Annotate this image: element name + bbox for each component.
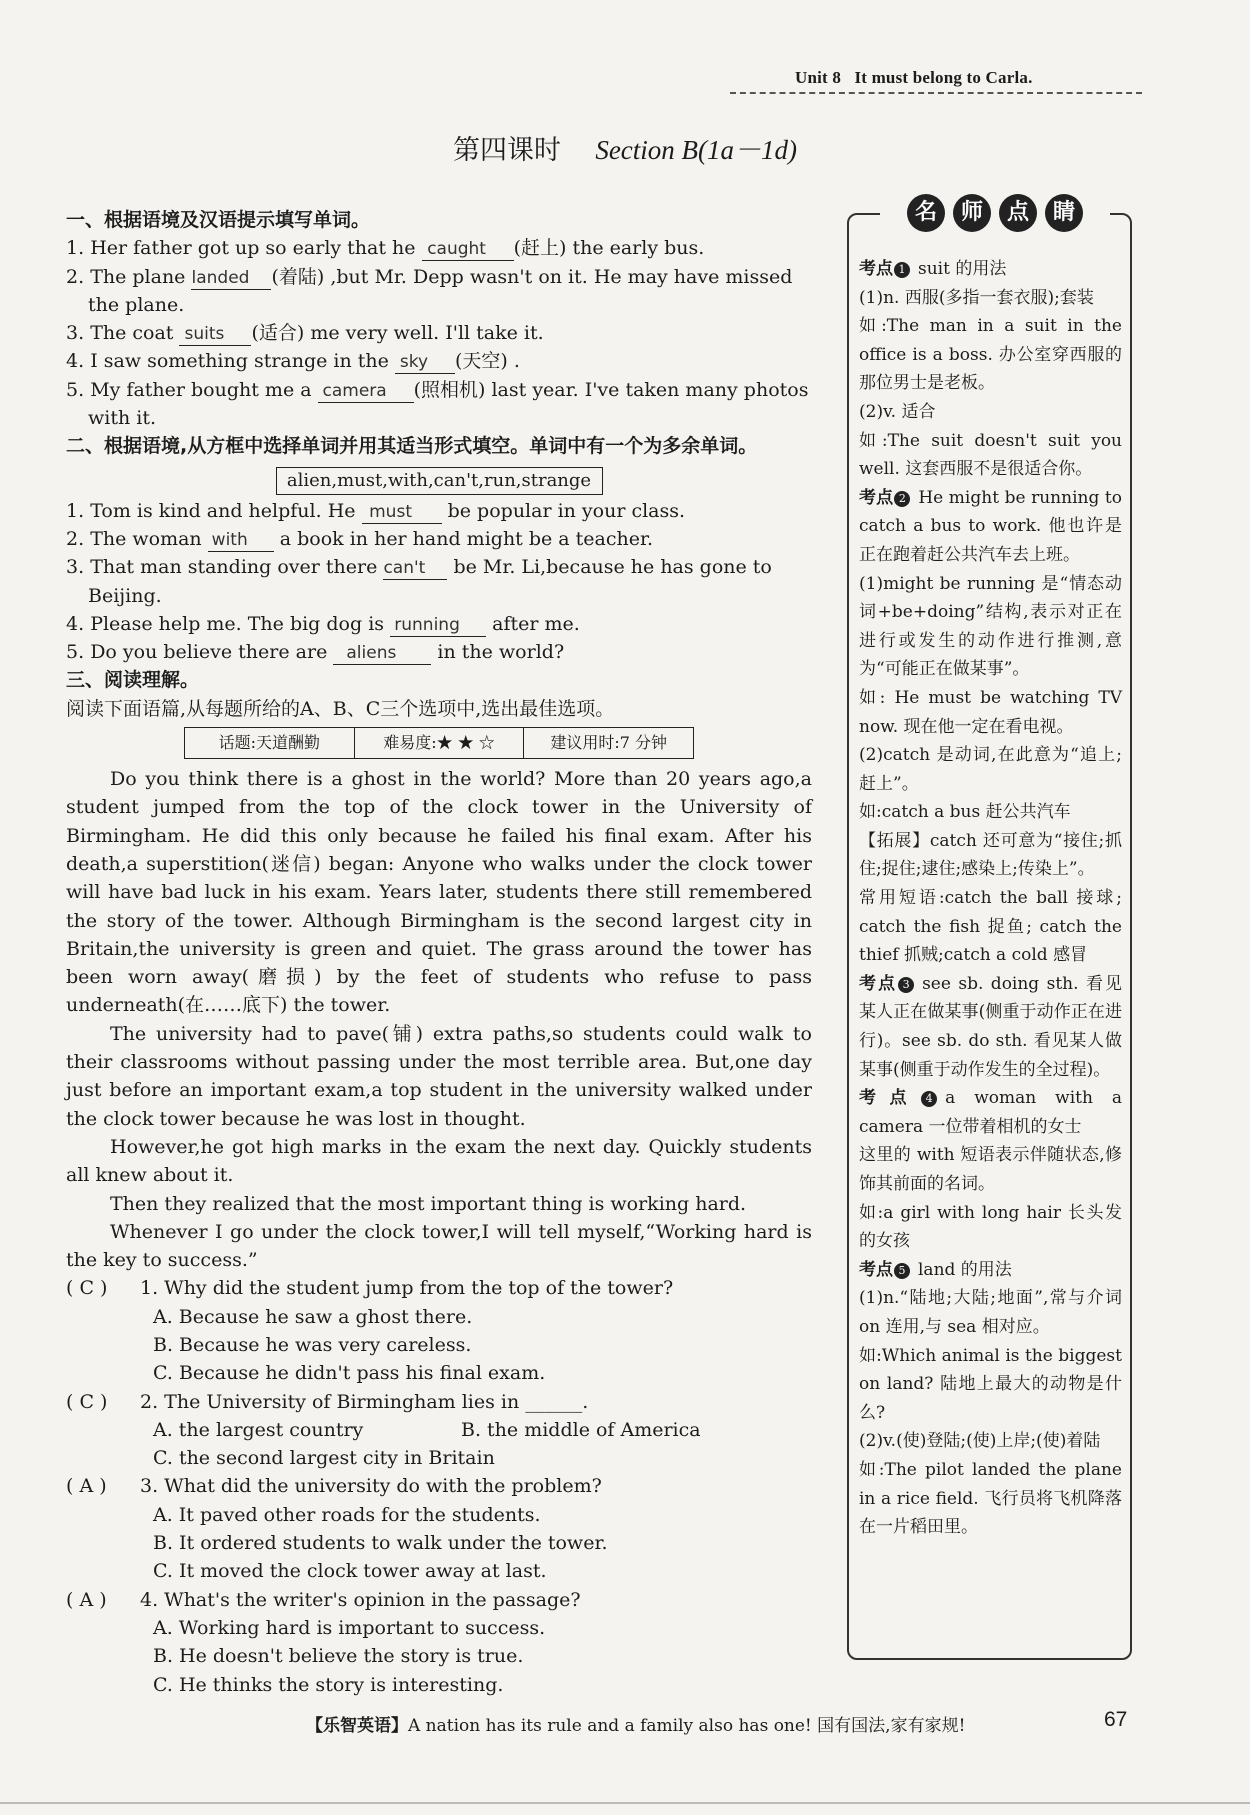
tip-label: 考点 [859, 487, 894, 508]
lesson-title-cn: 第四课时 [452, 135, 561, 166]
banner-char: 点 [999, 194, 1037, 232]
tip-heading [859, 484, 1122, 570]
option: C. He thinks the story is interesting. [153, 1673, 504, 1696]
option: B. the middle of America [461, 1418, 701, 1441]
tip-line: 如:a girl with long hair 长头发的女孩 [859, 1202, 1122, 1252]
tip-heading [859, 255, 1122, 284]
part2-item [66, 610, 812, 638]
tips-banner [880, 194, 1110, 240]
option: A. It paved other roads for the students. [153, 1503, 541, 1526]
option: A. Because he saw a ghost there. [153, 1305, 473, 1328]
tip-line: 【拓展】catch 还可意为“接住;抓住;捉住;逮住;感染上;传染上”。 [859, 830, 1122, 880]
answer-blank: sky [395, 351, 455, 374]
exercise-column [66, 206, 812, 1699]
reading-questions [66, 1274, 812, 1698]
lesson-title-range: (1a－1d) [698, 135, 798, 165]
option: C. It moved the clock tower away at last. [153, 1560, 547, 1583]
passage-paragraph: Do you think there is a ghost in the world? More than 20 years ago,a student jumped from the top of the clock tower in the University of Birmingham. He did this only because he failed his final exam. After his death,a superstition(迷信) began: Anyone who walks under the clock tower will have bad luck in his exam. Years later, students there still remembered the story of the tower. Although Birmingham is the second largest city in Britain,the university is green and quiet. The grass around the tower has been worn away(磨损) by the feet of students who refuse to pass underneath(在……底下) the tower. [66, 768, 812, 1017]
part2-item [66, 553, 812, 610]
item-text-after: be Mr. Li,because he has gone to Beijing. [88, 556, 772, 607]
option: A. the largest country [153, 1418, 364, 1441]
answer-blank: landed [191, 267, 271, 290]
item-text-after: after me. [492, 612, 580, 635]
item-number: 5. [66, 378, 85, 401]
lesson-title [0, 128, 1250, 167]
item-text-before: The coat [90, 322, 174, 345]
tip-number-badge: 1 [894, 262, 910, 278]
item-text-after: me very well. I'll take it. [310, 322, 544, 345]
tip-line: (1)n. 西服(多指一套衣服);套装 [859, 287, 1094, 308]
answer-choice: ( C ) [66, 1277, 108, 1300]
tip-line: (2)v. 适合 [859, 401, 936, 422]
lesson-title-en: Section B [595, 135, 699, 165]
item-text-before: Tom is kind and helpful. He [90, 499, 356, 522]
item-number: 1. [66, 237, 85, 260]
tip-label: 考点 [859, 259, 893, 279]
word-box: alien,must,with,can't,run,strange [276, 467, 603, 495]
tip-line: (2)catch 是动词,在此意为“追上;赶上”。 [859, 745, 1122, 794]
tip-title: He might be running to catch a bus to work. 他也许是正在跑着赶公共汽车去上班。 [859, 487, 1122, 565]
item-text-before: Her father got up so early that he [90, 237, 416, 260]
time-cell: 建议用时:7 分钟 [550, 733, 668, 753]
part3-instruction: 阅读下面语篇,从每题所给的A、B、C三个选项中,选出最佳选项。 [66, 697, 615, 720]
item-text-after: the early bus. [572, 237, 705, 260]
item-number: 2. [66, 527, 85, 550]
item-number: 3. [66, 322, 85, 345]
teacher-tips-box [847, 213, 1132, 1660]
item-text-after: be popular in your class. [447, 499, 686, 522]
question-stem: 1. Why did the student jump from the top of the tower? [140, 1277, 674, 1300]
topic-cell: 话题:天道酬勤 [185, 728, 355, 758]
tip-line: (2)v.(使)登陆;(使)上岸;(使)着陆 [859, 1431, 1101, 1452]
part1-item [66, 347, 812, 375]
option: C. Because he didn't pass his final exam. [153, 1362, 546, 1385]
item-text-before: My father bought me a [90, 378, 312, 401]
part2-item [66, 497, 812, 525]
tip-label: 考点 [859, 1259, 893, 1280]
item-number: 1. [66, 499, 85, 522]
tip-number-badge: 3 [898, 977, 914, 993]
question-stem: 2. The University of Birmingham lies in ______. [140, 1390, 589, 1413]
part3-heading: 三、阅读理解。 [66, 669, 200, 692]
tip-number-badge: 4 [921, 1091, 937, 1107]
item-text-after: in the world? [437, 641, 565, 664]
tip-heading [859, 1084, 1122, 1141]
tip-line: 如:The man in a suit in the office is a boss. 办公室穿西服的那位男士是老板。 [859, 316, 1122, 394]
answer-blank: can't [383, 557, 447, 580]
tip-line: 如:The pilot landed the plane in a rice field. 飞行员将飞机降落在一片稻田里。 [859, 1459, 1122, 1538]
banner-char: 师 [953, 194, 991, 232]
part1-items [66, 234, 812, 432]
tip-line: 这里的 with 短语表示伴随状态,修饰其前面的名词。 [859, 1145, 1122, 1194]
passage-paragraph: Whenever I go under the clock tower,I will tell myself,“Working hard is the key to success.” [66, 1220, 812, 1272]
item-number: 5. [66, 641, 85, 664]
header-divider [730, 92, 1142, 94]
tip-title: see sb. doing sth. 看见某人正在做某事(侧重于动作正在进行)。see sb. do sth. 看见某人做某事(侧重于动作发生的全过程)。 [859, 973, 1123, 1080]
part1-item [66, 319, 812, 347]
answer-choice: ( A ) [66, 1475, 107, 1498]
item-text-before: Do you believe there are [90, 641, 328, 664]
passage-paragraph: The university had to pave(铺) extra paths,so students could walk to their classrooms without passing under the most terrible area. But,one day just before an important exam,a top student in the university walked under the clock tower because he was lost in thought. [66, 1022, 812, 1130]
part1-item [66, 234, 812, 262]
answer-choice: ( A ) [66, 1588, 107, 1611]
option: C. the second largest city in Britain [153, 1447, 495, 1470]
page-number: 67 [1104, 1708, 1128, 1731]
item-text-after: ,but Mr. Depp wasn't on it. He may have missed the plane. [88, 265, 793, 316]
question-item [66, 1472, 812, 1500]
reading-passage [66, 765, 812, 1274]
tip-line: 如: He must be watching TV now. 现在他一定在看电视。 [859, 687, 1122, 737]
banner-char: 名 [907, 194, 945, 232]
answer-choice: ( C ) [66, 1390, 108, 1413]
footer-divider [0, 1802, 1250, 1804]
tip-heading [859, 1256, 1122, 1285]
tip-title: land 的用法 [918, 1259, 1012, 1280]
option: B. It ordered students to walk under the tower. [153, 1532, 608, 1555]
chinese-hint: (天空) [454, 350, 508, 373]
question-item [66, 1586, 812, 1614]
answer-blank: must [362, 501, 442, 524]
part2-item [66, 638, 812, 666]
part2-heading: 二、根据语境,从方框中选择单词并用其适当形式填空。单词中有一个为多余单词。 [66, 435, 758, 458]
item-text-before: The woman [90, 527, 202, 550]
difficulty-cell: 难易度:★ ★ ☆ [355, 728, 525, 758]
part1-item [66, 376, 812, 433]
chinese-hint: (照相机) [413, 378, 486, 401]
chinese-hint: (着陆) [271, 265, 325, 288]
item-text-after: a book in her hand might be a teacher. [279, 527, 654, 550]
part2-item [66, 525, 812, 553]
item-text-after: . [513, 350, 520, 373]
chinese-hint: (赶上) [513, 237, 567, 260]
answer-blank: with [208, 529, 274, 552]
question-stem: 3. What did the university do with the problem? [140, 1475, 602, 1498]
tip-label: 考点 [859, 973, 898, 994]
part2-items [66, 497, 812, 667]
item-text-after: last year. I've taken many photos with it. [88, 378, 809, 430]
tip-title: a woman with a camera 一位带着相机的女士 [859, 1088, 1123, 1137]
item-text-before: That man standing over there [90, 556, 378, 579]
option: A. Working hard is important to success. [153, 1616, 546, 1639]
tip-line: 如:catch a bus 赶公共汽车 [859, 802, 1071, 823]
part1-item [66, 263, 812, 320]
reading-info-box [184, 727, 694, 759]
tip-label: 考点 [859, 1088, 921, 1109]
item-number: 4. [66, 612, 85, 635]
tip-line: (1)n.“陆地;大陆;地面”,常与介词 on 连用,与 sea 相对应。 [859, 1288, 1122, 1337]
answer-blank: caught [422, 238, 514, 261]
tip-number-badge: 5 [894, 1263, 910, 1279]
tip-line: 如:The suit doesn't suit you well. 这套西服不是很适合你。 [859, 430, 1122, 480]
tip-title: suit 的用法 [918, 259, 1007, 279]
tips-content [859, 255, 1122, 1542]
answer-blank: aliens [333, 642, 431, 665]
tip-line: 常用短语:catch the ball 接球; catch the fish 捉鱼; catch the thief 抓贼;catch a cold 感冒 [859, 888, 1122, 966]
tip-heading [859, 970, 1122, 1084]
unit-header: Unit 8 It must belong to Carla. [795, 68, 1033, 87]
answer-blank: suits [179, 323, 251, 346]
question-stem: 4. What's the writer's opinion in the passage? [140, 1588, 581, 1611]
part1-heading: 一、根据语境及汉语提示填写单词。 [66, 209, 371, 231]
option-row [66, 1416, 812, 1444]
item-text-before: The plane [90, 265, 186, 288]
item-number: 4. [66, 350, 85, 373]
banner-char: 睛 [1045, 194, 1083, 232]
footer-slogan: 【乐智英语】A nation has its rule and a family also has one! 国有国法,家有家规! [306, 1716, 966, 1736]
item-text-before: I saw something strange in the [90, 350, 389, 373]
question-item [66, 1274, 812, 1302]
answer-blank: running [390, 614, 486, 637]
tip-number-badge: 2 [894, 491, 910, 507]
tip-line: (1)might be running 是“情态动词+be+doing”结构,表示对正在进行或发生的动作进行推测,意为“可能正在做某事”。 [859, 573, 1122, 680]
tip-line: 如:Which animal is the biggest on land? 陆地上最大的动物是什么? [859, 1345, 1122, 1423]
question-item [66, 1388, 812, 1416]
answer-blank: camera [318, 380, 414, 403]
passage-paragraph: Then they realized that the most important thing is working hard. [110, 1192, 747, 1215]
chinese-hint: (适合) [251, 322, 305, 345]
item-number: 2. [66, 265, 85, 288]
option: B. Because he was very careless. [153, 1333, 472, 1356]
item-text-before: Please help me. The big dog is [90, 612, 385, 635]
passage-paragraph: However,he got high marks in the exam the next day. Quickly students all knew about it. [66, 1135, 812, 1187]
option: B. He doesn't believe the story is true. [153, 1645, 524, 1668]
item-number: 3. [66, 556, 85, 579]
